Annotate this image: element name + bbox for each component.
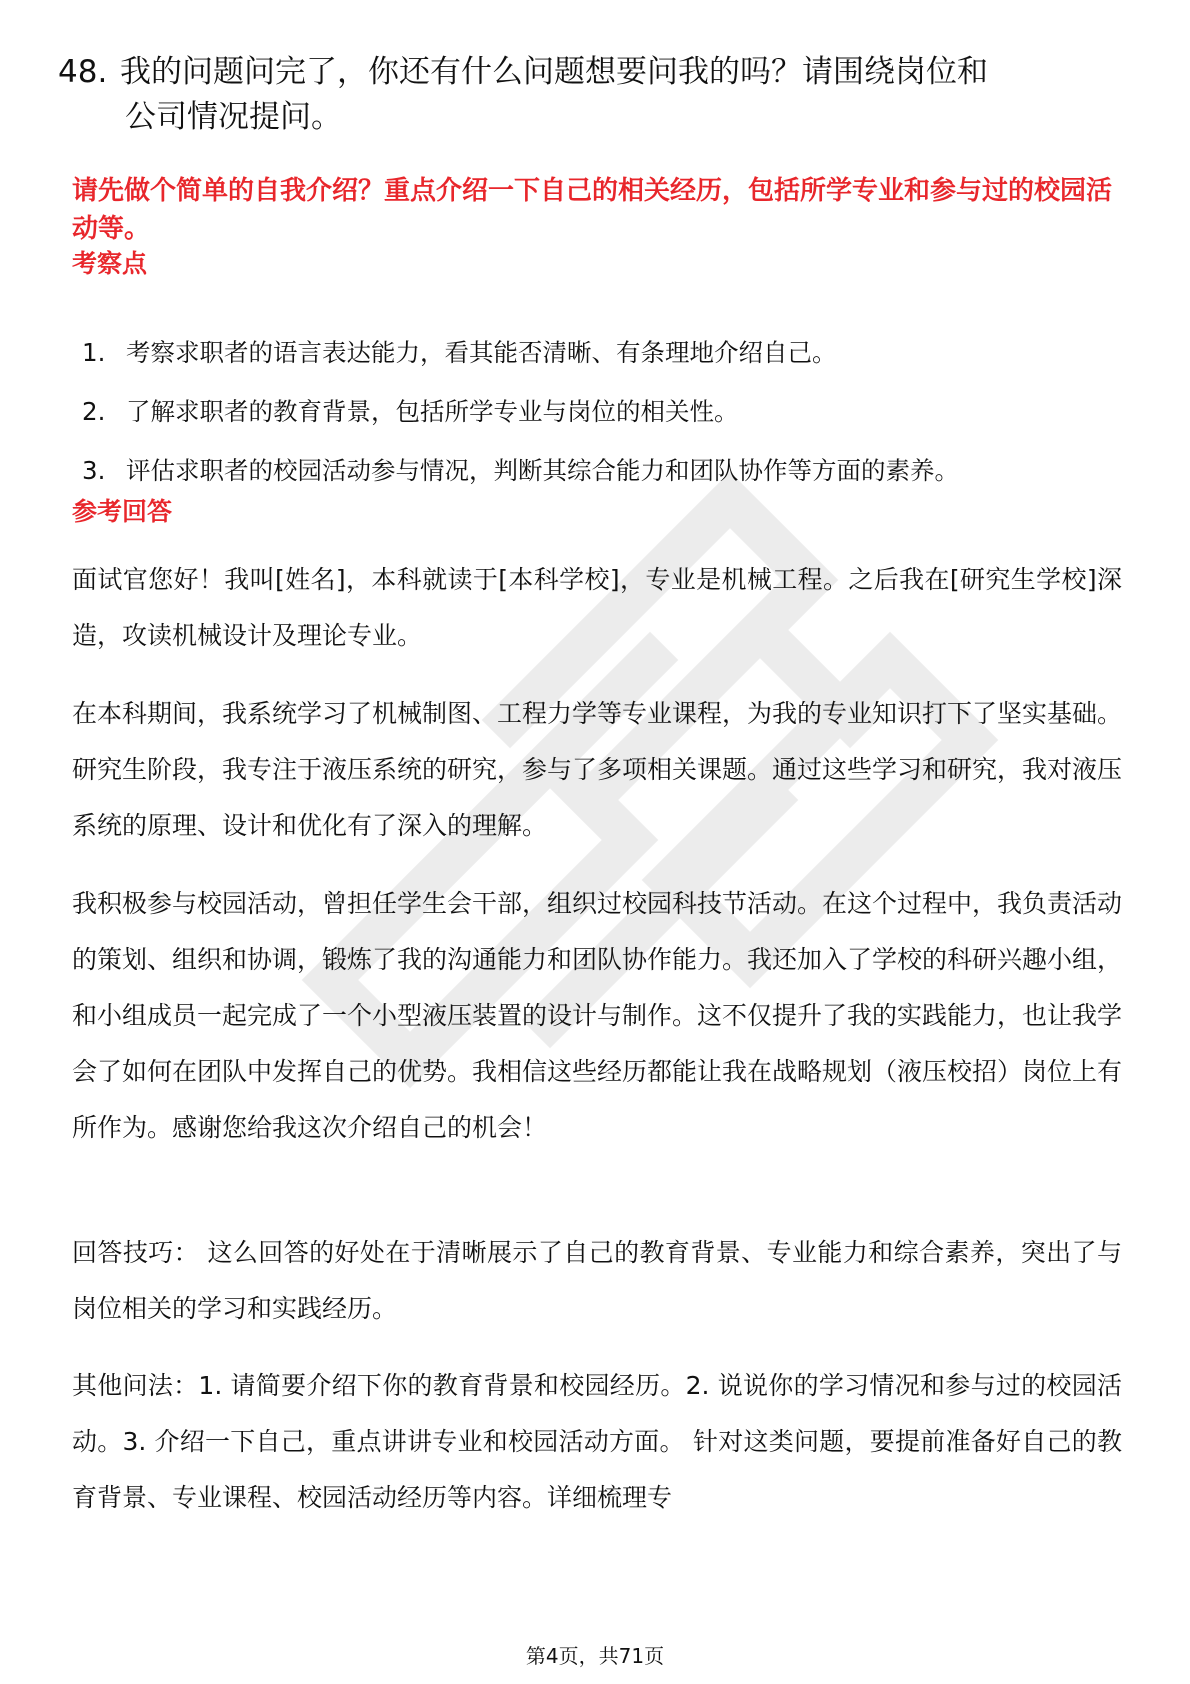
reference-answer-label: 参考回答 [72, 497, 173, 526]
list-item-number: 3. [82, 456, 106, 485]
list-item [82, 394, 1142, 429]
red-question-title: 请先做个简单的自我介绍？重点介绍一下自己的相关经历，包括所学专业和参与过的校园活动等。 [72, 176, 1113, 244]
question-text-line1: 我的问题问完了，你还有什么问题想要问我的吗？请围绕岗位和 [120, 54, 988, 90]
list-item-text: 评估求职者的校园活动参与情况，判断其综合能力和团队协作等方面的素养。 [126, 456, 959, 485]
exam-points-list [82, 335, 1142, 512]
question-number: 48. [58, 54, 108, 90]
answer-paragraph-1: 面试官您好！我叫[姓名]，本科就读于[本科学校]，专业是机械工程。之后我在[研究生学校]深造，攻读机械设计及理论专业。 [72, 565, 1122, 650]
list-item-text: 了解求职者的教育背景，包括所学专业与岗位的相关性。 [126, 397, 739, 426]
list-item [82, 335, 1142, 370]
list-item-text: 考察求职者的语言表达能力，看其能否清晰、有条理地介绍自己。 [126, 338, 837, 367]
question-heading [58, 50, 1138, 140]
list-item-number: 1. [82, 338, 106, 367]
answer-paragraph-2: 在本科期间，我系统学习了机械制图、工程力学等专业课程，为我的专业知识打下了坚实基础。研究生阶段，我专注于液压系统的研究，参与了多项相关课题。通过这些学习和研究，我对液压系统的原理、设计和优化有了深入的理解。 [72, 699, 1123, 840]
exam-points-label: 考察点 [72, 249, 148, 278]
question-text-line2: 公司情况提问。 [125, 99, 342, 135]
answer-paragraph-3: 我积极参与校园活动，曾担任学生会干部，组织过校园科技节活动。在这个过程中，我负责活动的策划、组织和协调，锻炼了我的沟通能力和团队协作能力。我还加入了学校的科研兴趣小组，和小组成员一起完成了一个小型液压装置的设计与制作。这不仅提升了我的实践能力，也让我学会了如何在团队中发挥自己的优势。我相信这些经历都能让我在战略规划（液压校招）岗位上有所作为。感谢您给我这次介绍自己的机会！ [72, 889, 1123, 1142]
other-questions-paragraph: 其他问法：1. 请简要介绍下你的教育背景和校园经历。2. 说说你的学习情况和参与过的校园活动。3. 介绍一下自己，重点讲讲专业和校园活动方面。 针对这类问题，要提前准备好自己的教育背景、专业课程、校园活动经历等内容。详细梳理专 [72, 1371, 1122, 1512]
list-item [82, 453, 1142, 488]
page-footer: 第4页，共71页 [525, 1644, 665, 1668]
list-item-number: 2. [82, 397, 106, 426]
answer-tips-paragraph: 回答技巧： 这么回答的好处在于清晰展示了自己的教育背景、专业能力和综合素养，突出了与岗位相关的学习和实践经历。 [72, 1238, 1122, 1323]
